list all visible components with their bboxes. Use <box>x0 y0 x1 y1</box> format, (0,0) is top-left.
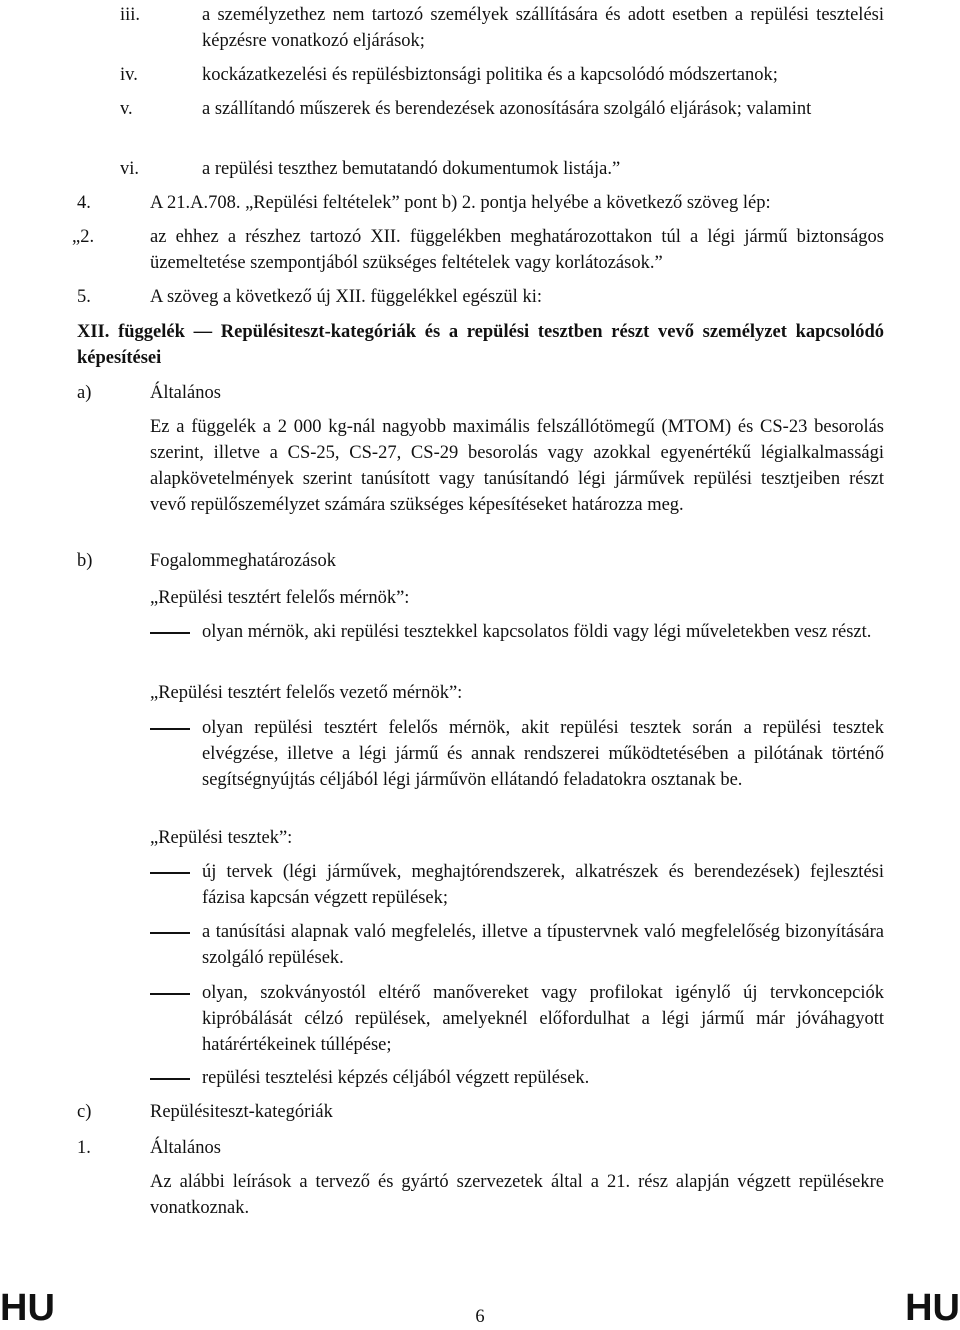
subsection-label: 1. <box>77 1138 91 1158</box>
list-item-text: a repülési teszthez bemutatandó dokumentumok listája.” <box>202 159 621 179</box>
definition-text: olyan, szokványostól eltérő manővereket vagy profilokat igénylő új tervkoncepciók kipróbálását célzó repülések, amelyeknél előfordulhat a légi jármű már jóváhagyott határértékeinek túllépése; <box>202 983 884 1055</box>
definition-text: a tanúsítási alapnak való megfelelés, illetve a típustervnek való megfelelőség bizonyítására szolgáló repülések. <box>202 922 884 968</box>
definition-term: „Repülési tesztért felelős vezető mérnök”: <box>150 683 463 703</box>
amendment-number: 4. <box>77 193 91 213</box>
list-item-text: a szállítandó műszerek és berendezések azonosítására szolgáló eljárások; valamint <box>202 99 812 119</box>
appendix-title: XII. függelék — Repülésiteszt-kategóriák és a repülési tesztben részt vevő személyzet kapcsolódó képesítései <box>77 322 884 368</box>
definition-term: „Repülési tesztek”: <box>150 828 293 848</box>
quoted-point-number: „2. <box>72 227 95 247</box>
section-title: Repülésiteszt-kategóriák <box>150 1102 333 1122</box>
section-body: Ez a függelék a 2 000 kg-nál nagyobb maximális felszállótömegű (MTOM) és CS-23 besorolás szerint, illetve a CS-25, CS-27, CS-29 besorolás vagy azokkal egyenértékű légialkalmassági alapkövetelmények szerint tanúsított vagy tanúsítandó légi járművek repülési tesztjeiben részt vevő repülőszemélyzet számára szükséges képesítéseket határozza meg. <box>150 417 884 515</box>
dash-bullet <box>150 728 190 730</box>
section-label: a) <box>77 383 92 403</box>
amendment-text: A szöveg a következő új XII. függelékkel egészül ki: <box>150 287 542 307</box>
dash-bullet <box>150 993 190 995</box>
list-number: iii. <box>120 5 141 25</box>
subsection-title: Általános <box>150 1138 221 1158</box>
definition-text: repülési tesztelési képzés céljából végzett repülések. <box>202 1068 590 1088</box>
amendment-number: 5. <box>77 287 91 307</box>
footer-language-right: HU <box>905 1287 960 1329</box>
list-number: iv. <box>120 65 138 85</box>
dash-bullet <box>150 632 190 634</box>
list-item-text: a személyzethez nem tartozó személyek szállítására és adott esetben a repülési tesztelési képzésre vonatkozó eljárások; <box>202 5 884 51</box>
subsection-body: Az alábbi leírások a tervező és gyártó szervezetek által a 21. rész alapján végzett repülésekre vonatkoznak. <box>150 1172 884 1218</box>
section-title: Fogalommeghatározások <box>150 551 336 571</box>
list-number: vi. <box>120 159 140 179</box>
section-title: Általános <box>150 383 221 403</box>
quoted-point-text: az ehhez a részhez tartozó XII. függelékben meghatározottakon túl a légi jármű biztonságos üzemeltetése szempontjából szükséges feltételek vagy korlátozások.” <box>150 227 884 273</box>
dash-bullet <box>150 872 190 874</box>
dash-bullet <box>150 1078 190 1080</box>
dash-bullet <box>150 932 190 934</box>
definition-text: olyan mérnök, aki repülési tesztekkel kapcsolatos földi vagy légi műveletekben vesz részt. <box>202 622 872 642</box>
footer-language-left: HU <box>0 1287 55 1329</box>
section-label: c) <box>77 1102 92 1122</box>
list-item-text: kockázatkezelési és repülésbiztonsági politika és a kapcsolódó módszertanok; <box>202 65 778 85</box>
amendment-text: A 21.A.708. „Repülési feltételek” pont b) 2. pontja helyébe a következő szöveg lép: <box>150 193 771 213</box>
definition-text: olyan repülési tesztért felelős mérnök, akit repülési tesztek során a repülési tesztek elvégzése, illetve a légi jármű és annak rendszerei működtetésében a pilótának történő segítségnyújtás céljából légi járművön ellátandó feladatokra osztanak be. <box>202 718 884 790</box>
definition-term: „Repülési tesztért felelős mérnök”: <box>150 588 410 608</box>
list-number: v. <box>120 99 133 119</box>
definition-text: új tervek (légi járművek, meghajtórendszerek, alkatrészek és berendezések) fejlesztési fázisa kapcsán végzett repülések; <box>202 862 884 908</box>
page-number: 6 <box>475 1307 485 1327</box>
section-label: b) <box>77 551 93 571</box>
